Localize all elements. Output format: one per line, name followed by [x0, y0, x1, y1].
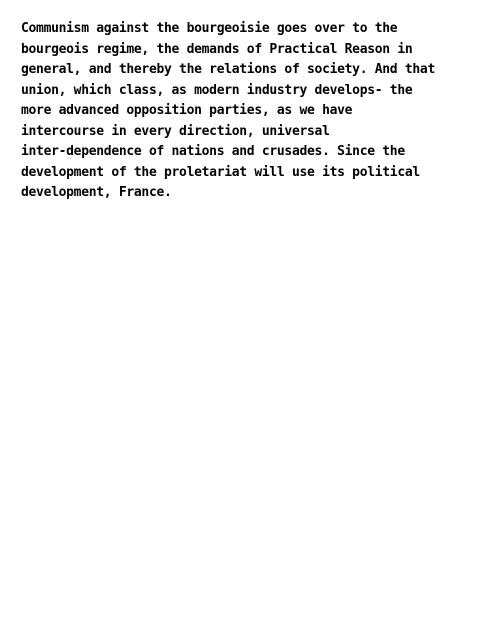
text-line: intercourse in every direction, universal [21, 123, 330, 139]
text-line: inter-dependence of nations and crusades. Since the [21, 144, 405, 159]
text-line: union, which class, as modern industry develops- the [21, 82, 413, 98]
text-line: general, and thereby the relations of society. And that [21, 62, 435, 77]
text-line: bourgeois regime, the demands of Practical Reason in [21, 41, 413, 57]
text-line: development of the proletariat will use its political [21, 164, 420, 180]
paragraph [21, 19, 471, 204]
text-line: Communism against the bourgeoisie goes over to the [21, 21, 398, 36]
text-line: more advanced opposition parties, as we have [21, 103, 353, 118]
text-line: development, France. [21, 185, 172, 200]
